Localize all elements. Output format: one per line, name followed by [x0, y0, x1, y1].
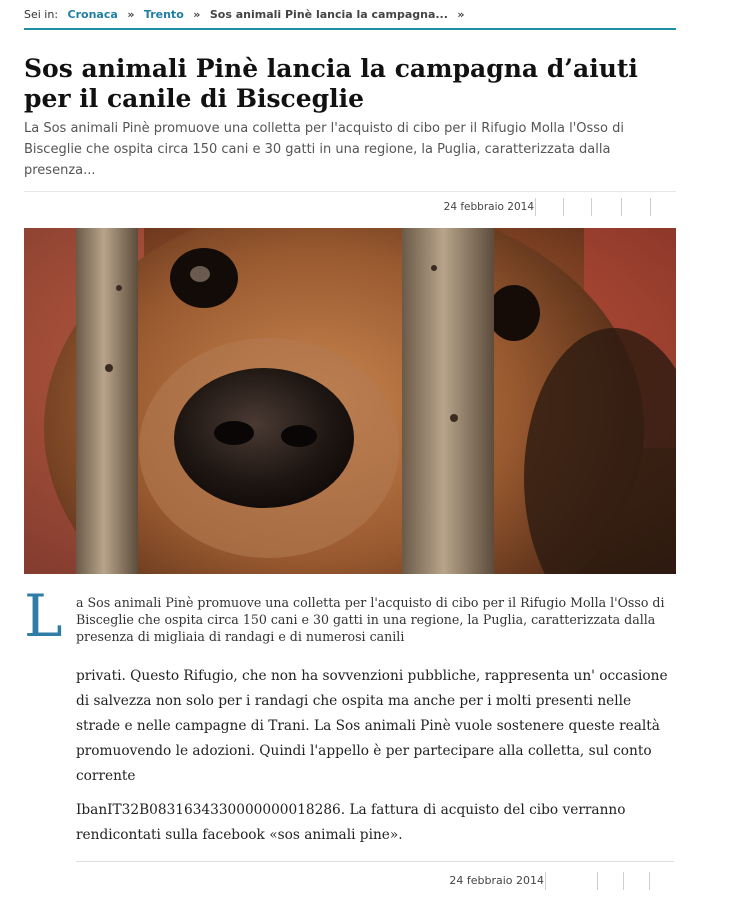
article-meta-bar	[24, 191, 676, 222]
breadcrumb-trailing-separator: »	[457, 8, 465, 21]
share-button-slot[interactable]	[563, 198, 564, 216]
article-summary: La Sos animali Pinè promuove una colletta per l'acquisto di cibo per il Rifugio Molla l'Osso di Bisceglie che ospita circa 150 cani e 30 gatti in una regione, la Puglia, caratterizzata dalla presenza...	[24, 121, 625, 178]
share-divider	[535, 198, 536, 216]
breadcrumb-separator: »	[193, 8, 201, 21]
article-paragraph: IbanIT32B0831634330000000018286. La fattura di acquisto del cibo verranno rendicontati sulla facebook «sos animali pine».	[76, 802, 626, 843]
share-button-slot[interactable]	[597, 872, 598, 890]
share-button-slot[interactable]	[649, 872, 650, 890]
share-button-slot[interactable]	[650, 198, 651, 216]
article-footer-bar	[76, 861, 674, 896]
share-button-slot[interactable]	[621, 198, 622, 216]
article-lead-paragraph: a Sos animali Pinè promuove una colletta per l'acquisto di cibo per il Rifugio Molla l'Osso di Bisceglie che ospita circa 150 cani e 30 gatti in una regione, la Puglia, caratterizzata dalla presenza di migliaia di randagi e di numerosi canili	[76, 595, 665, 644]
breadcrumb-link-cronaca[interactable]: Cronaca	[67, 8, 118, 21]
share-divider	[545, 872, 546, 890]
breadcrumb-separator: »	[127, 8, 135, 21]
article-date: 24 febbraio 2014	[443, 201, 534, 213]
article-photo	[24, 228, 676, 574]
article-paragraph: privati. Questo Rifugio, che non ha sovvenzioni pubbliche, rappresenta un' occasione di salvezza non solo per i randagi che ospita ma anche per i molti presenti nelle strade e nelle campagne di Trani. La Sos animali Pinè vuole sostenere queste realtà promuovendo le adozioni. Quindi l'appello è per partecipare alla colletta, sul conto corrente	[76, 668, 668, 784]
share-button-slot[interactable]	[623, 872, 624, 890]
share-button-slot[interactable]	[591, 198, 592, 216]
dog-behind-bars-image	[24, 228, 676, 574]
breadcrumb-link-trento[interactable]: Trento	[143, 8, 184, 21]
breadcrumb-current: Sos animali Pinè lancia la campagna...	[209, 8, 448, 21]
drop-cap: L	[24, 582, 63, 650]
breadcrumb	[24, 8, 676, 30]
breadcrumb-prefix: Sei in:	[24, 8, 59, 21]
article-title: Sos animali Pinè lancia la campagna d’aiuti per il canile di Bisceglie	[24, 54, 638, 113]
footer-date: 24 febbraio 2014	[449, 874, 544, 887]
